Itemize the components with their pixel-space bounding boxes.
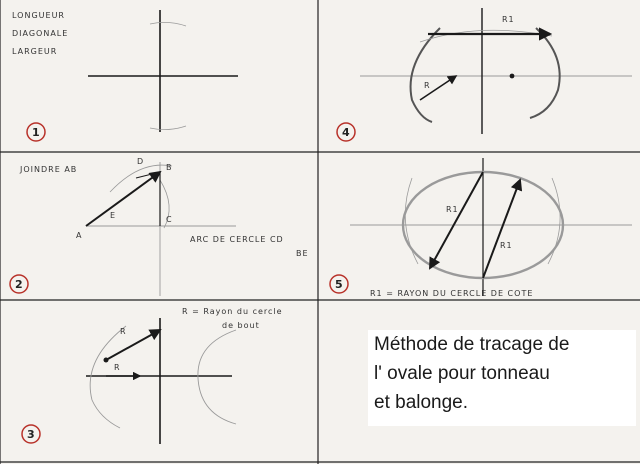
- note-rayon-line1: R = Rayon du cercle: [182, 307, 283, 316]
- title-box: [368, 330, 636, 426]
- label-diagonale: DIAGONALE: [12, 29, 69, 38]
- label-r-upper: R: [120, 327, 127, 336]
- step-number: 2: [15, 278, 23, 291]
- label-r1-left: R1: [446, 205, 459, 214]
- point-e: E: [110, 211, 117, 220]
- point-b: B: [166, 163, 173, 172]
- label-r-lower: R: [114, 363, 121, 372]
- point-d: D: [137, 157, 145, 166]
- note-rayon-line2: de bout: [222, 321, 260, 330]
- label-arc-line2: BE: [296, 249, 309, 258]
- point-c: C: [166, 215, 173, 224]
- title-line-2: l' ovale pour tonneau: [374, 363, 550, 384]
- label-r1-right: R1: [500, 241, 513, 250]
- caption-r1-rayon: R1 = RAYON DU CERCLE DE COTE: [370, 289, 534, 298]
- label-arc-line1: ARC DE CERCLE CD: [190, 235, 284, 244]
- step-number: 1: [32, 126, 40, 139]
- step-number: 3: [27, 428, 35, 441]
- step-number: 5: [335, 278, 343, 291]
- title-line-1: Méthode de tracage de: [374, 334, 570, 355]
- point-a: A: [76, 231, 83, 240]
- label-longueur: LONGUEUR: [12, 11, 65, 20]
- step-number: 4: [342, 126, 350, 139]
- label-r: R: [424, 81, 431, 90]
- label-largeur: LARGEUR: [12, 47, 58, 56]
- label-joindre-ab: JOINDRE AB: [20, 165, 78, 174]
- title-line-3: et balonge.: [374, 392, 469, 413]
- label-r1: R1: [502, 15, 515, 24]
